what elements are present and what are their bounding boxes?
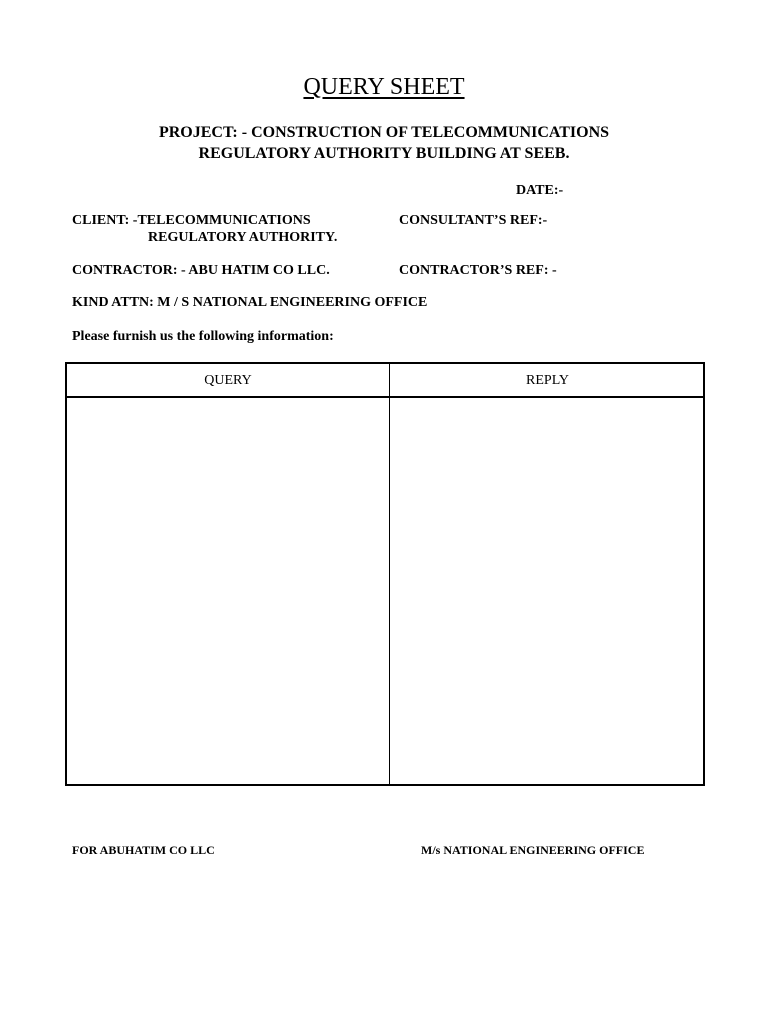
kind-attention: KIND ATTN: M / S NATIONAL ENGINEERING OFFICE: [72, 295, 428, 310]
column-header-reply: REPLY: [526, 373, 569, 388]
project-line-2: REGULATORY AUTHORITY BUILDING AT SEEB.: [198, 145, 570, 162]
query-reply-table: [65, 362, 705, 786]
client-line-2: REGULATORY AUTHORITY.: [148, 230, 338, 245]
client-line-1: CLIENT: -TELECOMMUNICATIONS: [72, 213, 311, 228]
project-heading: [0, 122, 768, 164]
date-label: DATE:-: [516, 183, 564, 198]
reply-cell[interactable]: [390, 399, 703, 784]
contractor-ref-label: CONTRACTOR’S REF: -: [399, 263, 557, 278]
project-line-1: PROJECT: - CONSTRUCTION OF TELECOMMUNICATIONS: [158, 124, 610, 141]
page-title: QUERY SHEET: [303, 74, 465, 100]
signature-contractor: FOR ABUHATIM CO LLC: [72, 843, 215, 857]
column-header-query: QUERY: [204, 373, 252, 388]
consultant-ref-label: CONSULTANT’S REF:-: [399, 213, 548, 228]
instruction-text: Please furnish us the following information:: [72, 329, 334, 344]
contractor-label: CONTRACTOR: - ABU HATIM CO LLC.: [72, 263, 330, 278]
signature-consultant: M/s NATIONAL ENGINEERING OFFICE: [421, 843, 645, 857]
query-cell[interactable]: [67, 399, 389, 784]
